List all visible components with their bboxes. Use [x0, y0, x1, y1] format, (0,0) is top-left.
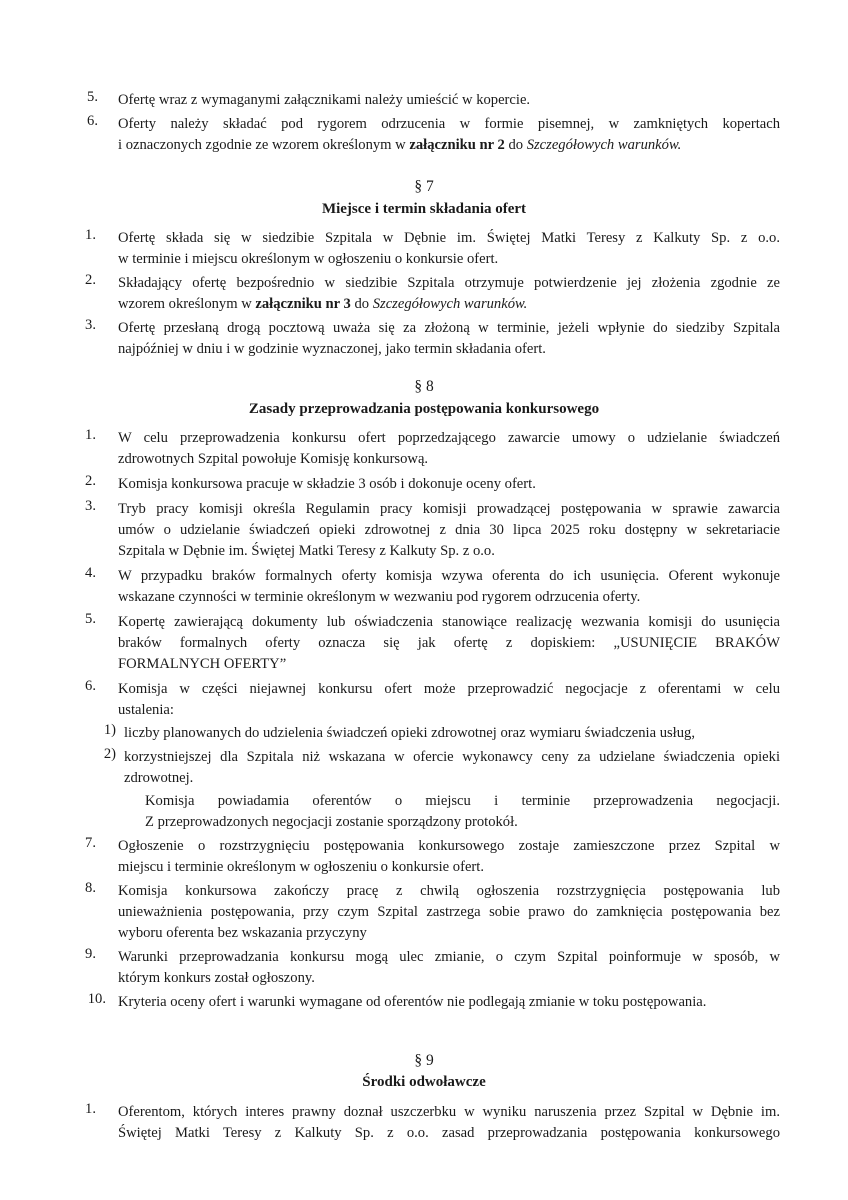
item-text: miejscu i terminie określonym w ogłoszeniu o konkursie ofert. [118, 859, 484, 875]
item-text: unieważnienia postępowania, przy czym Szpital zastrzega sobie prawo do zamknięcia postępowania bez [118, 904, 780, 920]
item-number: 1. [85, 227, 96, 243]
item-text: Ofertę przesłaną drogą pocztową uważa się za złożoną w terminie, jeżeli wpłynie do siedziby Szpitala [118, 320, 780, 336]
item-number: 9. [85, 946, 96, 962]
item-text: i oznaczonych zgodnie ze wzorem określonym w załączniku nr 2 do Szczegółowych warunków. [118, 137, 682, 153]
subitem-text: korzystniejszej dla Szpitala niż wskazana w ofercie wykonawcy ceny za udzielane świadczenia opieki [124, 749, 780, 765]
item-text: W przypadku braków formalnych oferty komisja wzywa oferenta do ich usunięcia. Oferent wykonuje [118, 568, 780, 584]
item-text: Warunki przeprowadzania konkursu mogą ulec zmianie, o czym Szpital poinformuje w sposób, w [118, 949, 780, 965]
item-number: 3. [85, 498, 96, 514]
item-number: 2. [85, 272, 96, 288]
section-title: Zasady przeprowadzania postępowania konkursowego [248, 401, 600, 417]
item-number: 1. [85, 1101, 96, 1117]
item-text: Składający ofertę bezpośrednio w siedzibie Szpitala otrzymuje potwierdzenie jej złożenia zgodnie ze [118, 275, 780, 291]
item-text: ustalenia: [118, 702, 174, 718]
negotiation-note: Z przeprowadzonych negocjacji zostanie sporządzony protokół. [145, 814, 518, 830]
item-text: Tryb pracy komisji określa Regulamin pracy komisji prowadzącej postępowania w sprawie zawarcia [118, 501, 780, 517]
item-text: Świętej Matki Teresy z Kalkuty Sp. z o.o. zasad przeprowadzania postępowania konkursowego [118, 1125, 780, 1141]
item-text: Kopertę zawierającą dokumenty lub oświadczenia stanowiące realizację wezwania komisji do usunięcia [118, 614, 780, 630]
item-text: wzorem określonym w załączniku nr 3 do Szczegółowych warunków. [118, 296, 528, 312]
item-text: Komisja konkursowa zakończy pracę z chwilą ogłoszenia rozstrzygnięcia postępowania lub [118, 883, 780, 899]
item-number: 1. [85, 427, 96, 443]
subitem-number: 1) [103, 722, 116, 738]
item-text: Szpitala w Dębnie im. Świętej Matki Teresy z Kalkuty Sp. z o.o. [118, 543, 495, 559]
section-mark: § 8 [414, 378, 434, 395]
item-text: Ofertę składa się w siedzibie Szpitala w Dębnie im. Świętej Matki Teresy z Kalkuty Sp. z o.o. [118, 230, 780, 246]
item-number: 10. [87, 991, 106, 1007]
item-text: Komisja w części niejawnej konkursu ofert może przeprowadzić negocjacje z oferentami w celu [118, 681, 780, 697]
section-mark: § 7 [414, 178, 434, 195]
item-number: 5. [87, 89, 98, 105]
item-number: 5. [85, 611, 96, 627]
item-text: w terminie i miejscu określonym w ogłoszeniu o konkursie ofert. [118, 251, 499, 267]
item-text: braków formalnych oferty oznacza się jak ofertę z dopiskiem: „USUNIĘCIE BRAKÓW [118, 635, 780, 651]
item-text: Kryteria oceny ofert i warunki wymagane od oferentów nie podlegają zmianie w toku postępowania. [118, 994, 707, 1010]
item-text: W celu przeprowadzenia konkursu ofert poprzedzającego zawarcie umowy o udzielanie świadczeń [118, 430, 780, 446]
item-text: Ofertę wraz z wymaganymi załącznikami należy umieścić w kopercie. [118, 92, 531, 108]
item-number: 6. [87, 113, 98, 129]
section-mark: § 9 [414, 1052, 434, 1069]
subitem-text: liczby planowanych do udzielenia świadczeń opieki zdrowotnej oraz wymiaru świadczenia usług, [124, 725, 695, 741]
item-text: umów o udzielanie świadczeń opieki zdrowotnej z dnia 30 lipca 2025 roku dostępny w sekretariacie [118, 522, 780, 538]
item-number: 7. [85, 835, 96, 851]
item-text: Oferty należy składać pod rygorem odrzucenia w formie pisemnej, w zamkniętych kopertach [118, 116, 780, 132]
item-text: którym konkurs został ogłoszony. [118, 970, 315, 986]
item-number: 2. [85, 473, 96, 489]
item-text: Ogłoszenie o rozstrzygnięciu postępowania konkursowego zostaje zamieszczone przez Szpital w [118, 838, 780, 854]
subitem-number: 2) [103, 746, 116, 762]
section-title: Środki odwoławcze [362, 1074, 486, 1090]
item-text: Komisja konkursowa pracuje w składzie 3 osób i dokonuje oceny ofert. [118, 476, 536, 492]
item-number: 4. [85, 565, 96, 581]
section-title: Miejsce i termin składania ofert [321, 201, 527, 217]
negotiation-note: Komisja powiadamia oferentów o miejscu i terminie przeprowadzenia negocjacji. [145, 793, 780, 809]
item-text: zdrowotnych Szpital powołuje Komisję konkursową. [118, 451, 429, 467]
item-number: 6. [85, 678, 96, 694]
item-number: 3. [85, 317, 96, 333]
item-text: Oferentom, których interes prawny doznał uszczerbku w wyniku naruszenia przez Szpital w Dębnie im. [118, 1104, 780, 1120]
subitem-text: zdrowotnej. [124, 770, 194, 786]
item-text: wyboru oferenta bez wskazania przyczyny [118, 925, 367, 941]
item-text: wskazane czynności w terminie określonym w wezwaniu pod rygorem odrzucenia oferty. [118, 589, 641, 605]
item-number: 8. [85, 880, 96, 896]
item-text: najpóźniej w dniu i w godzinie wyznaczonej, jako termin składania ofert. [118, 341, 546, 357]
item-text: FORMALNYCH OFERTY” [118, 656, 287, 672]
